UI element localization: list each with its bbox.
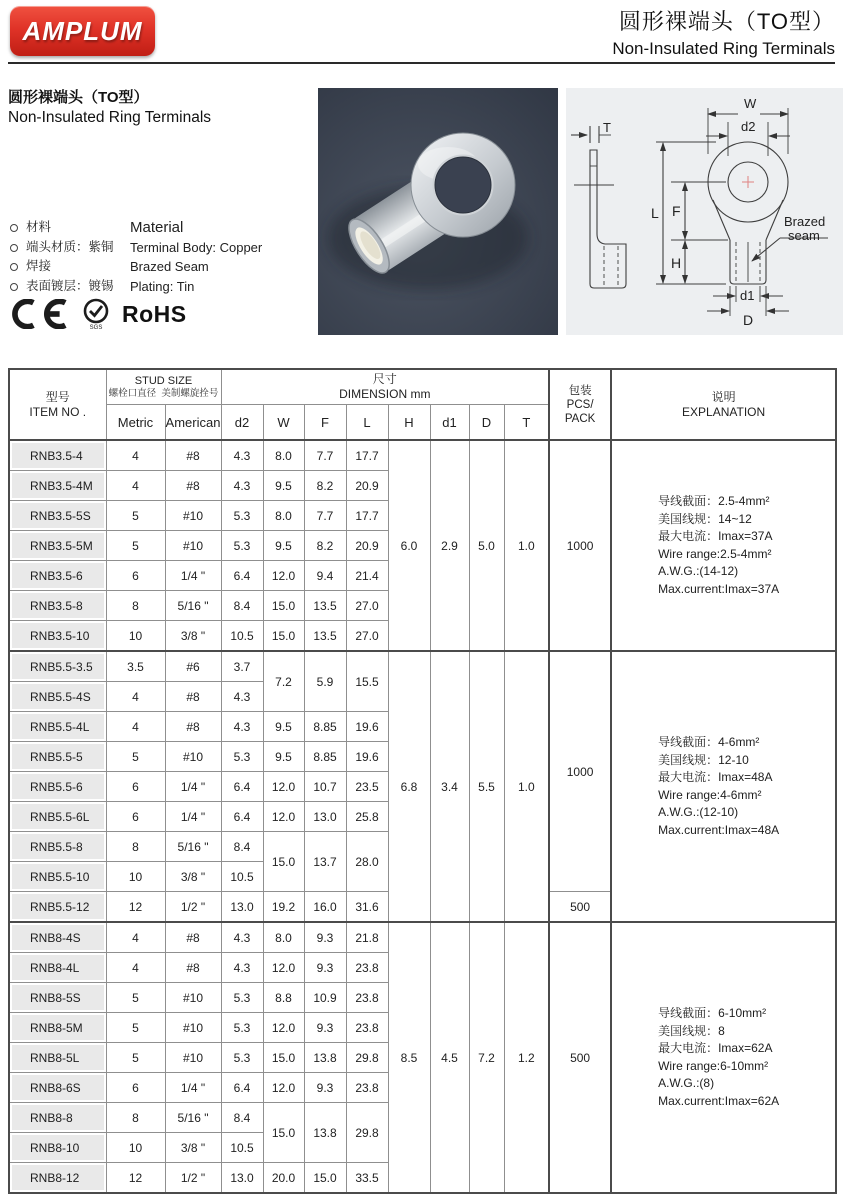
col-header-dimension: 尺寸 DIMENSION mm (221, 369, 549, 405)
metric-cell: 6 (106, 561, 165, 591)
header-divider (8, 62, 835, 64)
l-cell: 20.9 (346, 531, 388, 561)
w-cell: 9.5 (263, 471, 304, 501)
item-no-cell: RNB8-4L (9, 953, 106, 983)
item-no-cell: RNB5.5-10 (9, 862, 106, 892)
item-no-cell: RNB5.5-6 (9, 772, 106, 802)
dim-label-F: F (672, 203, 681, 219)
col-header-h: H (388, 405, 430, 441)
f-cell: 9.4 (304, 561, 346, 591)
dim-label-H: H (671, 255, 682, 271)
w-cell: 15.0 (263, 832, 304, 892)
metric-cell: 4 (106, 922, 165, 953)
l-cell: 15.5 (346, 651, 388, 712)
item-no-cell: RNB3.5-8 (9, 591, 106, 621)
f-cell: 9.3 (304, 1013, 346, 1043)
american-cell: 1/2 " (165, 1163, 221, 1194)
w-cell: 15.0 (263, 1043, 304, 1073)
l-cell: 21.8 (346, 922, 388, 953)
item-no-cell: RNB8-5M (9, 1013, 106, 1043)
d2-cell: 6.4 (221, 772, 263, 802)
metric-cell: 8 (106, 1103, 165, 1133)
item-no-cell: RNB8-5L (9, 1043, 106, 1073)
d-cell: 7.2 (469, 922, 504, 1193)
d2-cell: 4.3 (221, 682, 263, 712)
metric-cell: 5 (106, 742, 165, 772)
dim-label-d1: d1 (740, 288, 755, 303)
item-no-cell: RNB5.5-5 (9, 742, 106, 772)
metric-cell: 4 (106, 440, 165, 471)
item-no-cell: RNB3.5-5S (9, 501, 106, 531)
american-cell: #10 (165, 501, 221, 531)
col-header-item-no: 型号 ITEM NO . (9, 369, 106, 440)
american-cell: #8 (165, 953, 221, 983)
col-header-metric: Metric (106, 405, 165, 441)
col-header-stud-size: STUD SIZE 螺栓口直径 美制螺旋拴号 (106, 369, 221, 405)
l-cell: 31.6 (346, 892, 388, 923)
d2-cell: 10.5 (221, 621, 263, 652)
w-cell: 9.5 (263, 531, 304, 561)
w-cell: 8.8 (263, 983, 304, 1013)
table-body (9, 440, 836, 1193)
f-cell: 8.85 (304, 742, 346, 772)
american-cell: #8 (165, 712, 221, 742)
d2-cell: 4.3 (221, 471, 263, 501)
item-no-cell: RNB3.5-4 (9, 440, 106, 471)
metric-cell: 8 (106, 591, 165, 621)
d2-cell: 10.5 (221, 1133, 263, 1163)
metric-cell: 3.5 (106, 651, 165, 682)
american-cell: 1/4 " (165, 802, 221, 832)
brand-logo (10, 6, 155, 56)
american-cell: #10 (165, 1043, 221, 1073)
ce-mark-icon (8, 299, 70, 329)
d2-cell: 4.3 (221, 440, 263, 471)
w-cell: 8.0 (263, 501, 304, 531)
metric-cell: 12 (106, 1163, 165, 1194)
l-cell: 20.9 (346, 471, 388, 501)
page-title-en: Non-Insulated Ring Terminals (612, 39, 835, 58)
product-info (8, 86, 308, 330)
l-cell: 29.8 (346, 1103, 388, 1163)
f-cell: 10.7 (304, 772, 346, 802)
f-cell: 7.7 (304, 501, 346, 531)
item-no-cell: RNB5.5-4S (9, 682, 106, 712)
f-cell: 9.3 (304, 953, 346, 983)
w-cell: 12.0 (263, 1013, 304, 1043)
table-header (9, 369, 836, 440)
l-cell: 29.8 (346, 1043, 388, 1073)
material-list (8, 218, 308, 296)
w-cell: 7.2 (263, 651, 304, 712)
item-no-cell: RNB5.5-3.5 (9, 651, 106, 682)
sgs-text: SGS (89, 325, 103, 330)
item-no-cell: RNB5.5-6L (9, 802, 106, 832)
f-cell: 10.9 (304, 983, 346, 1013)
d1-cell: 4.5 (430, 922, 469, 1193)
material-row (8, 277, 308, 297)
metric-cell: 5 (106, 501, 165, 531)
d-cell: 5.5 (469, 651, 504, 922)
american-cell: 1/4 " (165, 772, 221, 802)
item-no-cell: RNB3.5-5M (9, 531, 106, 561)
explanation-cell (611, 651, 836, 922)
t-cell: 1.0 (504, 440, 549, 651)
col-header-american: American (165, 405, 221, 441)
metric-cell: 10 (106, 862, 165, 892)
material-en: Material (130, 219, 184, 236)
col-header-d2: d2 (221, 405, 263, 441)
w-cell: 15.0 (263, 621, 304, 652)
f-cell: 8.2 (304, 531, 346, 561)
l-cell: 27.0 (346, 621, 388, 652)
metric-cell: 6 (106, 772, 165, 802)
t-cell: 1.0 (504, 651, 549, 922)
metric-cell: 10 (106, 621, 165, 652)
american-cell: 3/8 " (165, 1133, 221, 1163)
f-cell: 8.85 (304, 712, 346, 742)
ring-terminal-image (318, 88, 558, 335)
material-zh: 材料 (26, 220, 52, 234)
d2-cell: 8.4 (221, 591, 263, 621)
f-cell: 15.0 (304, 1163, 346, 1194)
explanation-text: 导线截面：6-10mm² 美国线规：8 最大电流：Imax=62A Wire range:6-10mm² A.W.G.:(8) Max.current:Imax=62A (658, 1006, 780, 1108)
metric-cell: 5 (106, 531, 165, 561)
spec-table (8, 368, 837, 1194)
d2-cell: 6.4 (221, 802, 263, 832)
item-no-cell: RNB3.5-4M (9, 471, 106, 501)
d2-cell: 5.3 (221, 1043, 263, 1073)
l-cell: 17.7 (346, 440, 388, 471)
f-cell: 9.3 (304, 922, 346, 953)
american-cell: 3/8 " (165, 621, 221, 652)
explanation-cell (611, 440, 836, 651)
l-cell: 17.7 (346, 501, 388, 531)
col-header-f: F (304, 405, 346, 441)
dim-label-W: W (744, 96, 757, 111)
dimension-drawing (566, 88, 843, 335)
w-cell: 9.5 (263, 742, 304, 772)
bullet-icon (10, 224, 18, 232)
explanation-text: 导线截面：4-6mm² 美国线规：12-10 最大电流：Imax=48A Wire range:4-6mm² A.W.G.:(12-10) Max.current:Imax=48A (658, 735, 780, 837)
american-cell: #8 (165, 682, 221, 712)
f-cell: 13.7 (304, 832, 346, 892)
metric-cell: 12 (106, 892, 165, 923)
d2-cell: 6.4 (221, 561, 263, 591)
material-en: Brazed Seam (130, 259, 209, 274)
dim-label-D: D (743, 312, 754, 328)
american-cell: #10 (165, 742, 221, 772)
d2-cell: 4.3 (221, 712, 263, 742)
sgs-cert-icon (80, 298, 112, 330)
d1-cell: 3.4 (430, 651, 469, 922)
f-cell: 13.0 (304, 802, 346, 832)
page-title (612, 5, 835, 59)
w-cell: 15.0 (263, 591, 304, 621)
dim-label-d2: d2 (741, 119, 756, 134)
rohs-mark: RoHS (122, 300, 187, 327)
american-cell: 1/4 " (165, 561, 221, 591)
d2-cell: 6.4 (221, 1073, 263, 1103)
w-cell: 19.2 (263, 892, 304, 923)
l-cell: 23.5 (346, 772, 388, 802)
d2-cell: 3.7 (221, 651, 263, 682)
american-cell: #8 (165, 440, 221, 471)
w-cell: 15.0 (263, 1103, 304, 1163)
pack-cell: 1000 (549, 651, 611, 892)
f-cell: 13.5 (304, 621, 346, 652)
t-cell: 1.2 (504, 922, 549, 1193)
american-cell: #8 (165, 471, 221, 501)
american-cell: 5/16 " (165, 591, 221, 621)
bullet-icon (10, 263, 18, 271)
metric-cell: 4 (106, 471, 165, 501)
l-cell: 27.0 (346, 591, 388, 621)
item-no-cell: RNB8-10 (9, 1133, 106, 1163)
material-row (8, 257, 308, 277)
dim-label-T: T (603, 120, 611, 135)
explanation-cell (611, 922, 836, 1193)
bullet-icon (10, 283, 18, 291)
h-cell: 6.8 (388, 651, 430, 922)
certifications (8, 298, 187, 330)
item-no-cell: RNB5.5-12 (9, 892, 106, 923)
d2-cell: 10.5 (221, 862, 263, 892)
metric-cell: 10 (106, 1133, 165, 1163)
american-cell: 1/4 " (165, 1073, 221, 1103)
item-no-cell: RNB8-8 (9, 1103, 106, 1133)
d1-cell: 2.9 (430, 440, 469, 651)
metric-cell: 8 (106, 832, 165, 862)
col-header-d: D (469, 405, 504, 441)
w-cell: 12.0 (263, 1073, 304, 1103)
metric-cell: 4 (106, 682, 165, 712)
col-header-pack: 包装 PCS/ PACK (549, 369, 611, 440)
american-cell: #10 (165, 983, 221, 1013)
metric-cell: 4 (106, 953, 165, 983)
d-cell: 5.0 (469, 440, 504, 651)
d2-cell: 13.0 (221, 1163, 263, 1194)
w-cell: 8.0 (263, 922, 304, 953)
metric-cell: 5 (106, 1043, 165, 1073)
d2-cell: 8.4 (221, 1103, 263, 1133)
brand-logo-text: AMPLUM (22, 15, 143, 46)
col-header-l: L (346, 405, 388, 441)
american-cell: #8 (165, 922, 221, 953)
h-cell: 8.5 (388, 922, 430, 1193)
l-cell: 23.8 (346, 1013, 388, 1043)
item-no-cell: RNB8-4S (9, 922, 106, 953)
col-header-t: T (504, 405, 549, 441)
w-cell: 20.0 (263, 1163, 304, 1194)
dim-label-L: L (651, 205, 659, 221)
material-en: Plating: Tin (130, 278, 195, 294)
d2-cell: 4.3 (221, 922, 263, 953)
page-title-zh: 圆形裸端头（TO型） (618, 9, 835, 34)
dimension-diagram (566, 88, 843, 335)
brazed-seam-label-1: Brazed (784, 214, 826, 229)
l-cell: 23.8 (346, 983, 388, 1013)
col-header-explanation: 说明 EXPLANATION (611, 369, 836, 440)
material-zh: 焊接 (26, 259, 52, 273)
col-header-w: W (263, 405, 304, 441)
l-cell: 19.6 (346, 742, 388, 772)
l-cell: 23.8 (346, 1073, 388, 1103)
item-no-cell: RNB8-5S (9, 983, 106, 1013)
pack-cell: 500 (549, 922, 611, 1193)
l-cell: 21.4 (346, 561, 388, 591)
w-cell: 9.5 (263, 712, 304, 742)
american-cell: 3/8 " (165, 862, 221, 892)
metric-cell: 5 (106, 1013, 165, 1043)
page-header (0, 0, 843, 368)
w-cell: 12.0 (263, 561, 304, 591)
d2-cell: 8.4 (221, 832, 263, 862)
explanation-text: 导线截面：2.5-4mm² 美国线规：14~12 最大电流：Imax=37A Wire range:2.5-4mm² A.W.G.:(14-12) Max.current:Imax=37A (658, 494, 780, 596)
d2-cell: 13.0 (221, 892, 263, 923)
d2-cell: 5.3 (221, 531, 263, 561)
american-cell: #10 (165, 531, 221, 561)
american-cell: 5/16 " (165, 1103, 221, 1133)
d2-cell: 5.3 (221, 501, 263, 531)
d2-cell: 5.3 (221, 983, 263, 1013)
metric-cell: 6 (106, 1073, 165, 1103)
f-cell: 13.5 (304, 591, 346, 621)
f-cell: 7.7 (304, 440, 346, 471)
f-cell: 8.2 (304, 471, 346, 501)
material-zh: 表面镀层：镀锡 (26, 278, 114, 293)
material-en: Terminal Body: Copper (130, 239, 263, 255)
material-row (8, 218, 308, 238)
metric-cell: 6 (106, 802, 165, 832)
d2-cell: 4.3 (221, 953, 263, 983)
l-cell: 23.8 (346, 953, 388, 983)
metric-cell: 5 (106, 983, 165, 1013)
item-no-cell: RNB8-6S (9, 1073, 106, 1103)
product-title-en: Non-Insulated Ring Terminals (8, 109, 212, 126)
american-cell: #6 (165, 651, 221, 682)
l-cell: 33.5 (346, 1163, 388, 1194)
l-cell: 19.6 (346, 712, 388, 742)
w-cell: 8.0 (263, 440, 304, 471)
item-no-cell: RNB8-12 (9, 1163, 106, 1194)
l-cell: 28.0 (346, 832, 388, 892)
item-no-cell: RNB3.5-6 (9, 561, 106, 591)
w-cell: 12.0 (263, 953, 304, 983)
h-cell: 6.0 (388, 440, 430, 651)
w-cell: 12.0 (263, 802, 304, 832)
american-cell: 5/16 " (165, 832, 221, 862)
pack-cell: 1000 (549, 440, 611, 651)
f-cell: 13.8 (304, 1103, 346, 1163)
material-row (8, 238, 308, 258)
f-cell: 13.8 (304, 1043, 346, 1073)
l-cell: 25.8 (346, 802, 388, 832)
item-no-cell: RNB3.5-10 (9, 621, 106, 652)
w-cell: 12.0 (263, 772, 304, 802)
item-no-cell: RNB5.5-4L (9, 712, 106, 742)
pack-cell: 500 (549, 892, 611, 923)
american-cell: #10 (165, 1013, 221, 1043)
item-no-cell: RNB5.5-8 (9, 832, 106, 862)
col-header-d1: d1 (430, 405, 469, 441)
metric-cell: 4 (106, 712, 165, 742)
f-cell: 5.9 (304, 651, 346, 712)
d2-cell: 5.3 (221, 742, 263, 772)
d2-cell: 5.3 (221, 1013, 263, 1043)
product-photo (318, 88, 558, 335)
f-cell: 9.3 (304, 1073, 346, 1103)
brazed-seam-label-2: seam (788, 228, 820, 243)
f-cell: 16.0 (304, 892, 346, 923)
bullet-icon (10, 244, 18, 252)
product-title-zh: 圆形裸端头（TO型） (8, 89, 149, 106)
material-zh: 端头材质：紫铜 (26, 239, 114, 254)
american-cell: 1/2 " (165, 892, 221, 923)
